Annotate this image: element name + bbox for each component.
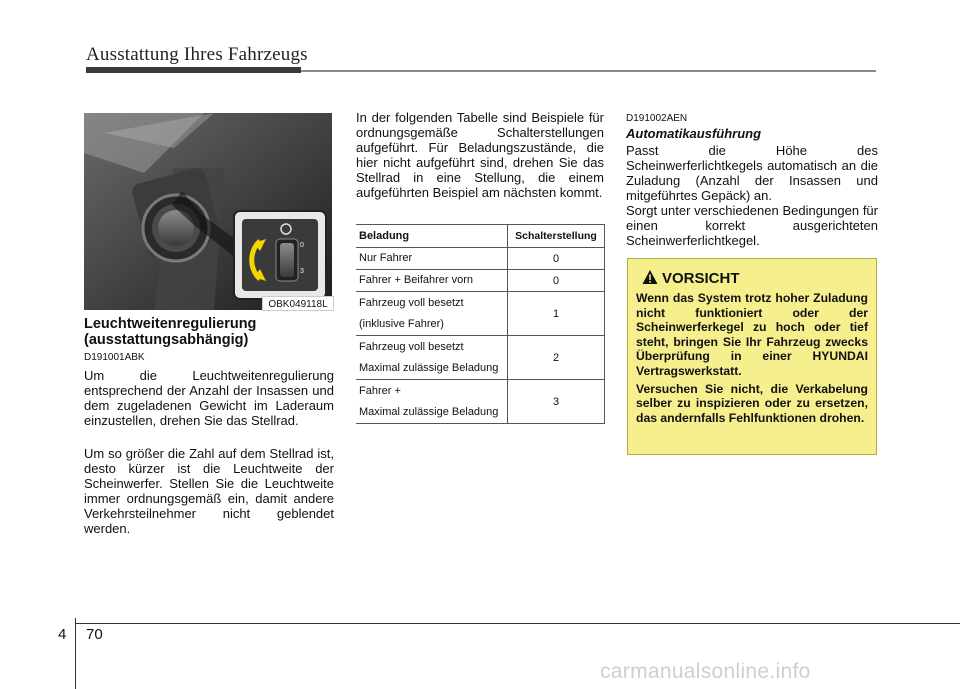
section-subheading: Automatikausführung <box>626 126 762 141</box>
row-label <box>356 336 508 380</box>
table-header-row <box>356 225 605 248</box>
header-beladung: Beladung <box>356 225 508 248</box>
row-value: 3 <box>508 380 605 424</box>
section-paragraph-2: Um so größer die Zahl auf dem Stellrad ist, desto kürzer ist die Leuchtweite der Scheinwerfer. Stellen Sie die Leuchtweite immer ordnungsgemäß ein, damit andere Verkehrsteilnehmer nicht geblendet werden. <box>84 446 334 536</box>
table-row <box>356 336 605 380</box>
dashboard-illustration <box>84 113 332 310</box>
table-row <box>356 380 605 424</box>
chapter-number: 4 <box>58 626 67 643</box>
footer-divider-vertical <box>75 618 76 689</box>
warning-title: VORSICHT <box>662 270 740 287</box>
row-label: Fahrer + Beifahrer vorn <box>356 270 508 292</box>
section-code: D191001ABK <box>84 352 145 363</box>
row-value: 2 <box>508 336 605 380</box>
auto-paragraph-2: Sorgt unter verschiedenen Bedingungen für einen korrekt ausgerichteten Scheinwerferlichtkegel. <box>626 203 878 248</box>
watermark: carmanualsonline.info <box>600 660 811 683</box>
row-label <box>356 292 508 336</box>
header-rule <box>301 70 876 72</box>
section-code: D191002AEN <box>626 113 688 124</box>
row-label-line-2: (inklusive Fahrer) <box>359 317 444 330</box>
svg-text:3: 3 <box>300 268 304 275</box>
headlight-leveling-photo <box>84 113 332 310</box>
row-value: 0 <box>508 270 605 292</box>
row-label <box>356 380 508 424</box>
page-header-title: Ausstattung Ihres Fahrzeugs <box>86 44 308 65</box>
load-table <box>356 224 605 424</box>
svg-text:0: 0 <box>300 242 304 249</box>
header-schalterstellung: Schalterstellung <box>508 225 605 248</box>
row-label-line-2: Maximal zulässige Beladung <box>359 361 499 374</box>
section-heading: Leuchtweitenregulierung (ausstattungsabhängig) <box>84 316 257 348</box>
warning-paragraph-1: Wenn das System trotz hoher Zuladung nicht funktioniert oder der Scheinwerferkegel zu hoch oder tief steht, bringen Sie Ihr Fahrzeug zwecks Überprüfung in einer HYUNDAI Vertragswerkstatt. <box>636 291 868 378</box>
row-value: 1 <box>508 292 605 336</box>
row-label-line-1: Fahrzeug voll besetzt <box>359 340 464 353</box>
table-row <box>356 248 605 270</box>
page-number: 70 <box>86 626 103 643</box>
auto-leveling-text <box>626 143 878 248</box>
figure-label: OBK049118L <box>262 296 334 311</box>
warning-paragraph-2: Versuchen Sie nicht, die Verkabelung selber zu inspizieren oder zu ersetzen, das andernfalls Fehlfunktionen drohen. <box>636 381 868 425</box>
row-label-line-1: Fahrer + <box>359 384 401 397</box>
warning-triangle-icon <box>642 269 658 285</box>
section-paragraph-1: Um die Leuchtweitenregulierung entsprechend der Anzahl der Insassen und dem zugeladenen Gewicht im Laderaum einzustellen, drehen Sie das Stellrad. <box>84 368 334 428</box>
auto-paragraph-1: Passt die Höhe des Scheinwerferlichtkegels automatisch an die Zuladung (Anzahl der Insassen und mitgeführtes Gepäck) an. <box>626 143 878 203</box>
warning-text <box>636 291 868 428</box>
footer-divider-horizontal <box>75 623 960 624</box>
table-row <box>356 292 605 336</box>
row-label-line-1: Fahrzeug voll besetzt <box>359 296 464 309</box>
row-value: 0 <box>508 248 605 270</box>
table-row <box>356 270 605 292</box>
row-label-line-2: Maximal zulässige Beladung <box>359 405 499 418</box>
header-bar <box>86 67 301 73</box>
table-intro-paragraph: In der folgenden Tabelle sind Beispiele für ordnungsgemäße Schalterstellungen aufgeführt. Für Beladungszustände, die hier nicht aufgeführt sind, drehen Sie das Stellrad in eine Stellung, die einem aufgeführten Beispiel am nächsten kommt. <box>356 110 604 200</box>
row-label: Nur Fahrer <box>356 248 508 270</box>
